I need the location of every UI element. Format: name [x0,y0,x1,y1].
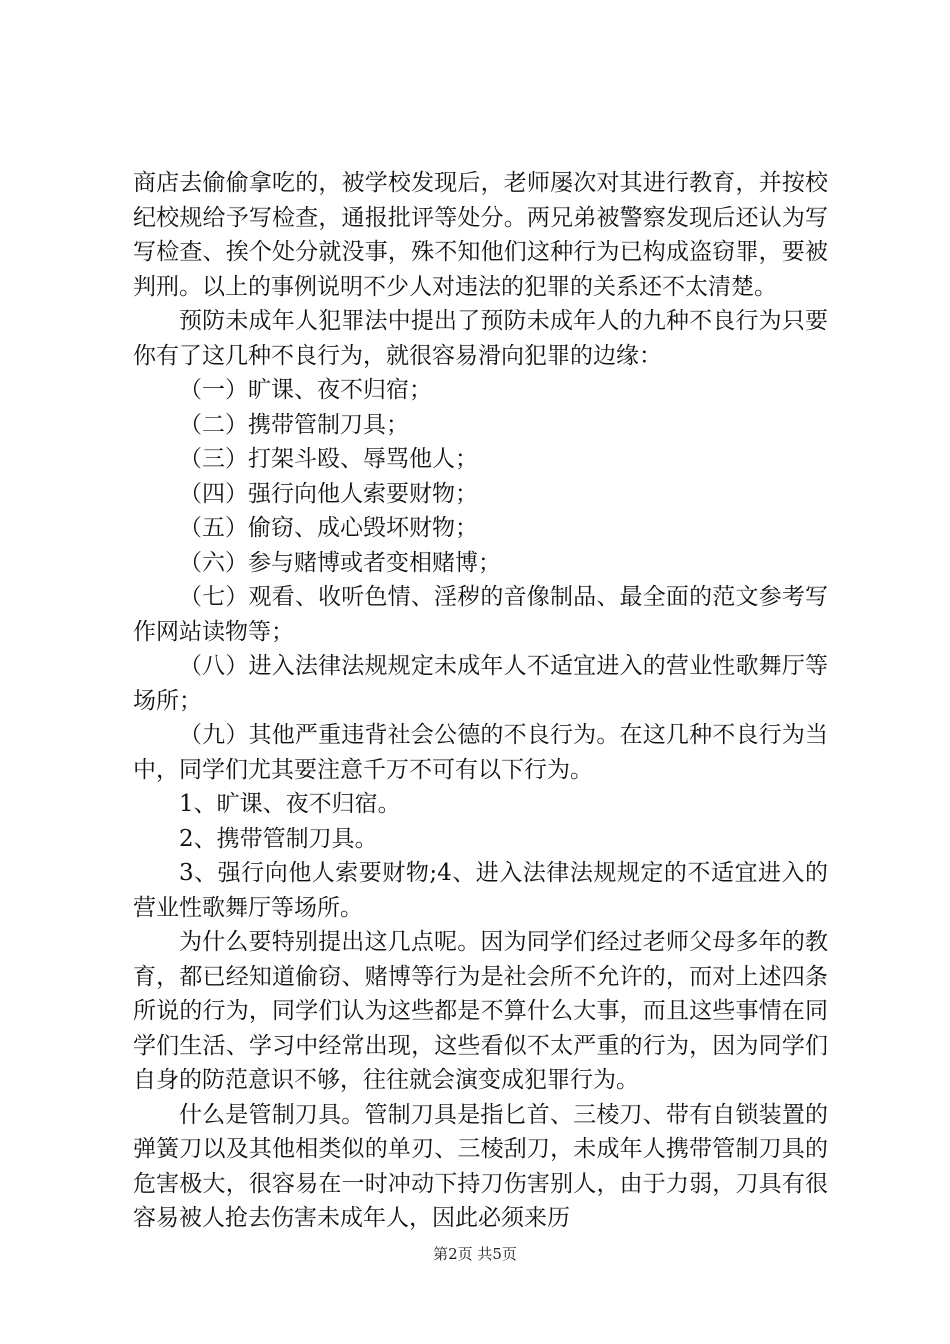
list-item-7: （七）观看、收听色情、淫秽的音像制品、最全面的范文参考写作网站读物等； [133,584,828,645]
paragraph-continued: 商店去偷偷拿吃的，被学校发现后，老师屡次对其进行教育，并按校纪校规给予写检查，通报批评等处分。两兄弟被警察发现后还认为写写检查、挨个处分就没事，殊不知他们这种行为已构成盗窃罪，要被判刑。以上的事例说明不少人对违法的犯罪的关系还不太清楚。 [133,170,828,300]
list-item-5: （五）偷窃、成心毁坏财物； [179,515,478,541]
list-item-4: （四）强行向他人索要财物； [179,480,478,507]
key-item-1: 1、旷课、夜不归宿。 [179,791,401,817]
list-item-6: （六）参与赌博或者变相赌博； [179,549,501,576]
paragraph-intro-nine-behaviors: 预防未成年人犯罪法中提出了预防未成年人的九种不良行为只要你有了这几种不良行为，就很容易滑向犯罪的边缘： [133,308,828,369]
paragraph-why: 为什么要特别提出这几点呢。因为同学们经过老师父母多年的教育，都已经知道偷窃、赌博等行为是社会所不允许的，而对上述四条所说的行为，同学们认为这些都是不算什么大事，而且这些事情在同学们生活、学习中经常出现，这些看似不太严重的行为，因为同学们自身的防范意识不够，往往就会演变成犯罪行为。 [133,929,828,1093]
key-item-2: 2、携带管制刀具。 [179,825,378,852]
page-number-footer: 第2页 共5页 [433,1245,517,1263]
list-item-3: （三）打架斗殴、辱骂他人； [179,446,478,472]
list-item-2: （二）携带管制刀具； [179,411,409,438]
paragraph-controlled-knives: 什么是管制刀具。管制刀具是指匕首、三棱刀、带有自锁装置的弹簧刀以及其他相类似的单刃、三棱刮刀，未成年人携带管制刀具的危害极大，很容易在一时冲动下持刀伤害别人，由于力弱，刀具有很容易被人抢去伤害未成年人，因此必须来历 [133,1101,828,1231]
list-item-8: （八）进入法律法规规定未成年人不适宜进入的营业性歌舞厅等场所； [133,653,828,714]
list-item-1: （一）旷课、夜不归宿； [179,377,432,403]
document-body [133,166,828,1236]
key-item-3-4: 3、强行向他人索要财物;4、进入法律法规规定的不适宜进入的营业性歌舞厅等场所。 [133,860,828,921]
list-item-9: （九）其他严重违背社会公德的不良行为。在这几种不良行为当中，同学们尤其要注意千万不可有以下行为。 [133,722,828,783]
